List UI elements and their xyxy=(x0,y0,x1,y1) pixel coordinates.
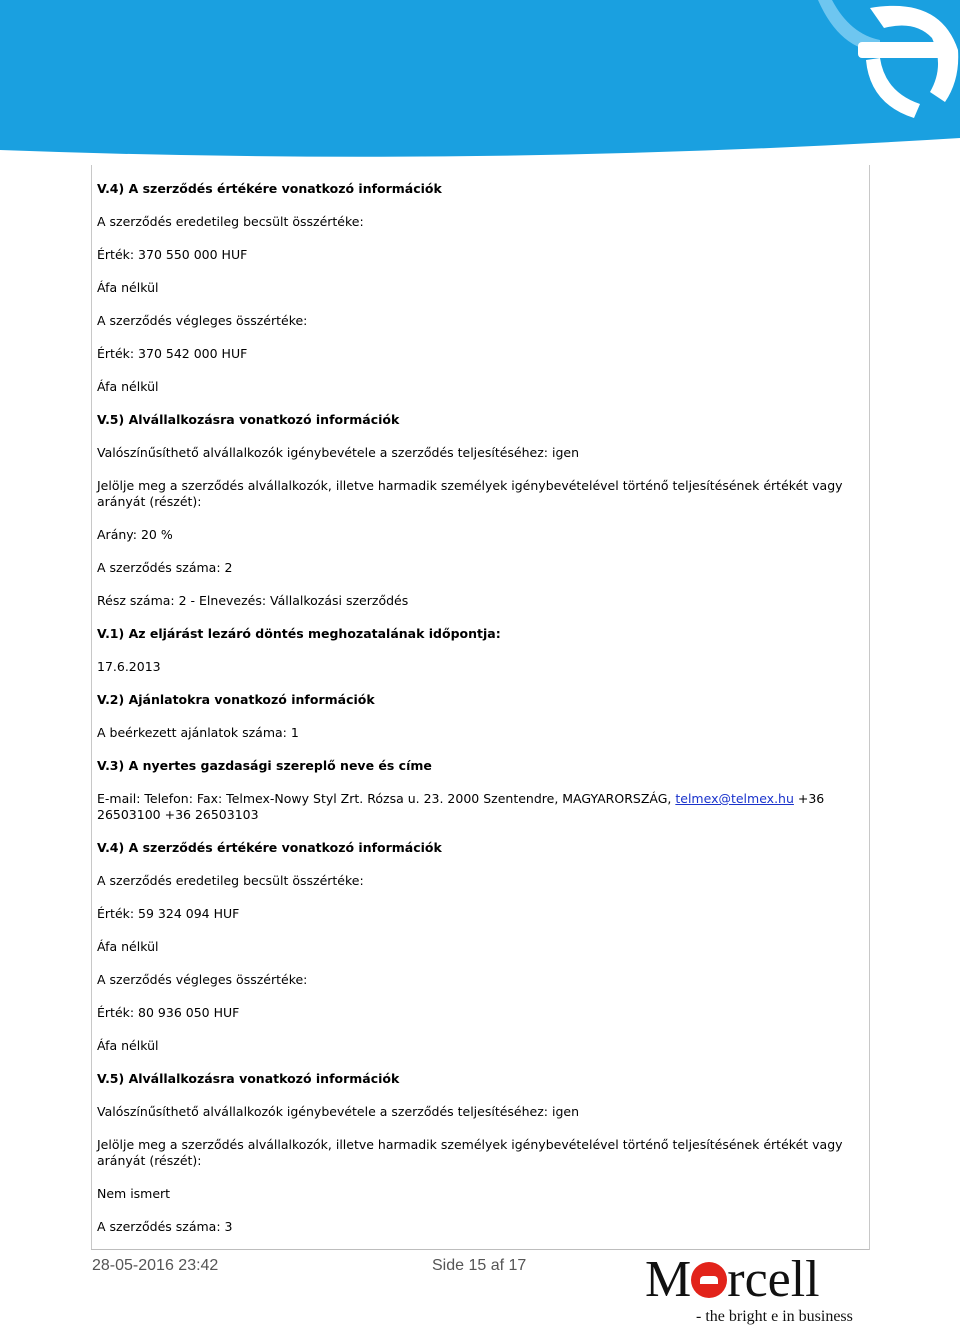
text-line: A szerződés száma: 2 xyxy=(97,560,233,575)
text-line: A szerződés száma: 3 xyxy=(97,1219,233,1234)
text-line: Rész száma: 2 - Elnevezés: Vállalkozási szerződés xyxy=(97,593,409,608)
header-banner xyxy=(0,0,960,160)
winner-contact-text: E-mail: Telefon: Fax: Telmex-Nowy Styl Zrt. Rózsa u. 23. 2000 Szentendre, MAGYARORSZÁG, xyxy=(97,791,676,806)
text-line: Jelölje meg a szerződés alvállalkozók, illetve harmadik személyek igénybevételével történő teljesítésének értékét vagy arányát (részét): xyxy=(97,478,843,509)
text-line: Jelölje meg a szerződés alvállalkozók, illetve harmadik személyek igénybevételével történő teljesítésének értékét vagy arányát (részét): xyxy=(97,1137,843,1168)
text-line: Áfa nélkül xyxy=(97,280,159,295)
footer-page-number: Side 15 af 17 xyxy=(432,1257,527,1274)
section-heading: V.5) Alvállalkozásra vonatkozó információk xyxy=(97,1071,400,1086)
header-banner-graphic xyxy=(0,0,960,160)
text-line: Érték: 370 550 000 HUF xyxy=(97,247,248,262)
text-line: Áfa nélkül xyxy=(97,939,159,954)
text-line: Érték: 80 936 050 HUF xyxy=(97,1005,240,1020)
text-line: Nem ismert xyxy=(97,1186,171,1201)
footer-timestamp: 28-05-2016 23:42 xyxy=(92,1257,219,1274)
section-heading: V.1) Az eljárást lezáró döntés meghozatalának időpontja: xyxy=(97,626,501,641)
text-line: 17.6.2013 xyxy=(97,659,161,674)
winner-phone-text: +36 26503100 +36 26503103 xyxy=(97,791,825,822)
brand-name-end: rcell xyxy=(727,1251,820,1308)
text-line: A szerződés végleges összértéke: xyxy=(97,313,308,328)
text-line: A beérkezett ajánlatok száma: 1 xyxy=(97,725,299,740)
text-line: Érték: 370 542 000 HUF xyxy=(97,346,248,361)
text-line: Valószínűsíthető alvállalkozók igénybevétele a szerződés teljesítéséhez: igen xyxy=(97,445,580,460)
brand-wordmark xyxy=(645,1252,820,1308)
text-line: Áfa nélkül xyxy=(97,379,159,394)
section-heading: V.4) A szerződés értékére vonatkozó információk xyxy=(97,181,442,196)
text-line: A szerződés eredetileg becsült összértéke: xyxy=(97,873,364,888)
text-line: Áfa nélkül xyxy=(97,1038,159,1053)
red-e-logo-icon xyxy=(691,1262,727,1298)
brand-name-start: M xyxy=(645,1251,692,1308)
text-line: Valószínűsíthető alvállalkozók igénybevétele a szerződés teljesítéséhez: igen xyxy=(97,1104,580,1119)
brand-tagline: - the bright e in business xyxy=(696,1308,853,1325)
section-heading: V.3) A nyertes gazdasági szereplő neve és címe xyxy=(97,758,432,773)
section-heading: V.2) Ajánlatokra vonatkozó információk xyxy=(97,692,375,707)
text-line: A szerződés végleges összértéke: xyxy=(97,972,308,987)
section-heading: V.5) Alvállalkozásra vonatkozó információk xyxy=(97,412,400,427)
winner-contact-line xyxy=(97,791,865,823)
footer-divider xyxy=(91,1249,869,1250)
email-link[interactable]: telmex@telmex.hu xyxy=(675,791,794,806)
text-line: Arány: 20 % xyxy=(97,527,173,542)
text-line: Érték: 59 324 094 HUF xyxy=(97,906,240,921)
text-line: A szerződés eredetileg becsült összértéke: xyxy=(97,214,364,229)
brand-logo xyxy=(640,1252,870,1329)
section-heading: V.4) A szerződés értékére vonatkozó információk xyxy=(97,840,442,855)
